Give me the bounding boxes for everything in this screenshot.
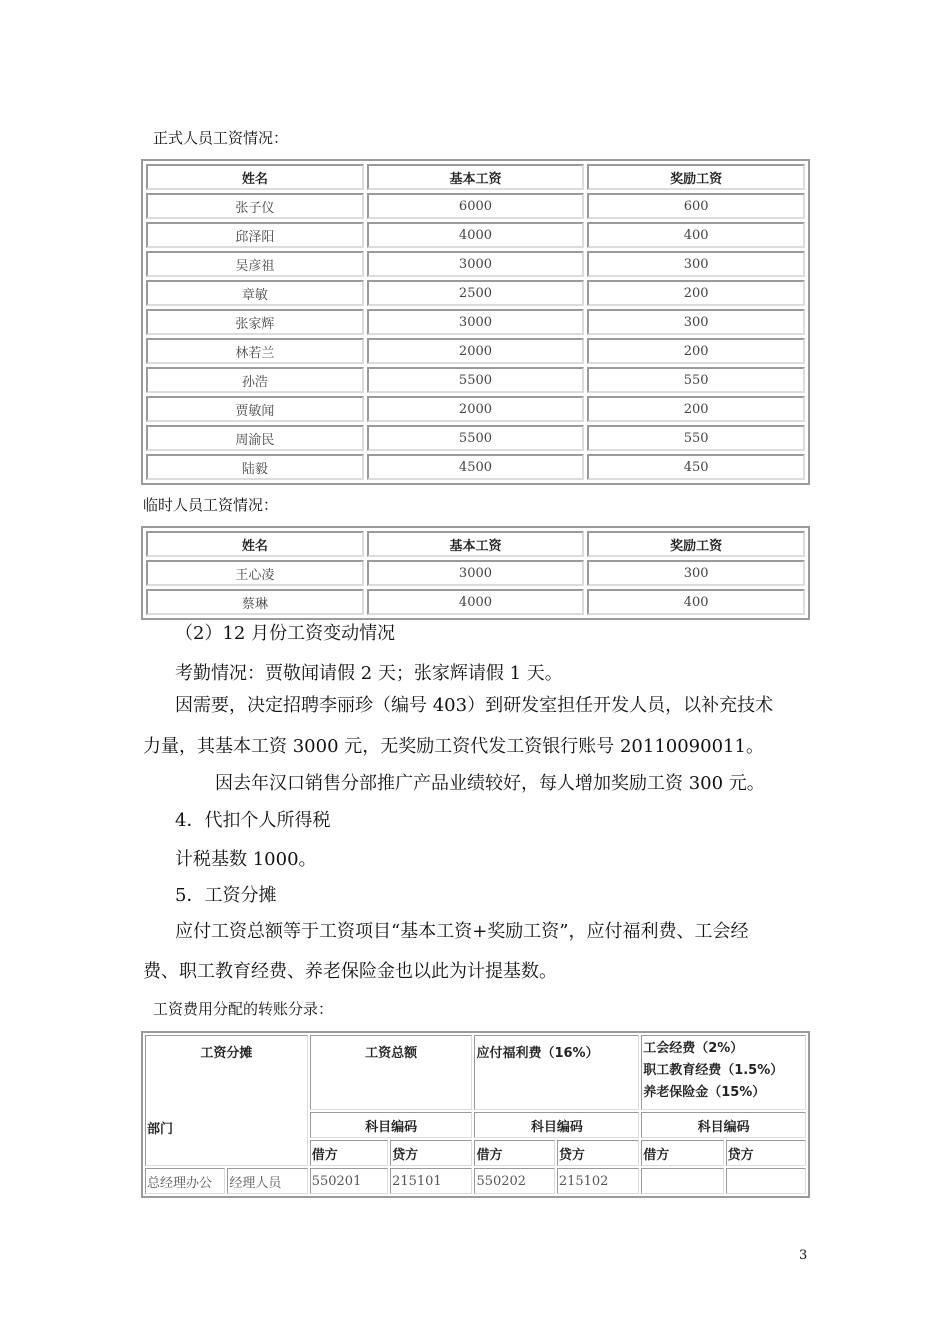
cell-bonus: 300 — [587, 560, 805, 586]
cell-bonus: 400 — [587, 222, 805, 248]
cell-name: 林若兰 — [146, 338, 364, 364]
temp-staff-caption: 临时人员工资情况： — [143, 496, 279, 514]
header-credit-3: 贷方 — [726, 1140, 806, 1166]
cell-name: 周渝民 — [146, 425, 364, 451]
cell-name: 吴彦祖 — [146, 251, 364, 277]
header-account-code-3: 科目编码 — [641, 1112, 806, 1138]
table-row — [146, 454, 805, 480]
allocation-caption: 工资费用分配的转账分录： — [153, 1000, 334, 1018]
cell-name: 蔡琳 — [146, 589, 364, 615]
cell-name: 张子仪 — [146, 193, 364, 219]
header-debit-3: 借方 — [641, 1140, 723, 1166]
allocation-paragraph-line2: 费、职工教育经费、养老保险金也以此为计提基数。 — [143, 961, 557, 982]
cell-bonus: 550 — [587, 367, 805, 393]
table-row — [146, 560, 805, 586]
table-row — [146, 251, 805, 277]
header-allocation: 工资分摊 — [200, 1046, 253, 1061]
cell-name: 章敏 — [146, 280, 364, 306]
cell-debit-3 — [641, 1168, 723, 1194]
cell-name: 陆毅 — [146, 454, 364, 480]
bonus-paragraph: 因去年汉口销售分部推广产品业绩较好，每人增加奖励工资 300 元。 — [215, 773, 765, 794]
hiring-paragraph-line2: 力量，其基本工资 3000 元，无奖励工资代发工资银行账号 20110090011。 — [143, 736, 764, 757]
header-union: 工会经费（2%） — [643, 1041, 744, 1056]
cell-base: 3000 — [367, 309, 585, 335]
hiring-paragraph-line1: 因需要，决定招聘李丽珍（编号 403）到研发室担任开发人员，以补充技术 — [175, 695, 774, 716]
table-row — [146, 309, 805, 335]
attendance-paragraph: 考勤情况：贾敬闻请假 2 天；张家辉请假 1 天。 — [175, 663, 563, 684]
header-name: 姓名 — [146, 531, 364, 557]
header-debit-1: 借方 — [310, 1140, 388, 1166]
cell-base: 5500 — [367, 367, 585, 393]
cell-base: 2000 — [367, 338, 585, 364]
table-row — [146, 338, 805, 364]
cell-base: 4000 — [367, 589, 585, 615]
temp-staff-table — [141, 526, 810, 620]
cell-bonus: 300 — [587, 251, 805, 277]
cell-base: 5500 — [367, 425, 585, 451]
table-row — [146, 425, 805, 451]
header-credit-1: 贷方 — [390, 1140, 472, 1166]
header-welfare: 应付福利费（16%） — [474, 1035, 639, 1110]
header-allocation-department — [145, 1035, 308, 1166]
cell-debit-1: 550201 — [310, 1168, 388, 1194]
header-base-salary: 基本工资 — [367, 164, 585, 190]
header-name: 姓名 — [146, 164, 364, 190]
table-row — [146, 193, 805, 219]
cell-credit-1: 215101 — [390, 1168, 472, 1194]
header-bonus: 奖励工资 — [587, 531, 805, 557]
cell-base: 3000 — [367, 251, 585, 277]
table-row — [146, 222, 805, 248]
header-union-edu-pension — [641, 1035, 806, 1110]
cell-name: 邱泽阳 — [146, 222, 364, 248]
regular-staff-caption: 正式人员工资情况： — [153, 129, 289, 147]
cell-base: 4500 — [367, 454, 585, 480]
cell-bonus: 550 — [587, 425, 805, 451]
header-department: 部门 — [147, 1122, 174, 1137]
page-number: 3 — [799, 1248, 808, 1263]
allocation-table — [141, 1031, 810, 1198]
table-row — [146, 589, 805, 615]
header-pension: 养老保险金（15%） — [643, 1085, 766, 1100]
table-row — [146, 367, 805, 393]
cell-role: 经理人员 — [227, 1168, 307, 1194]
cell-bonus: 600 — [587, 193, 805, 219]
cell-bonus: 200 — [587, 280, 805, 306]
cell-department: 总经理办公 — [145, 1168, 225, 1194]
cell-name: 张家辉 — [146, 309, 364, 335]
cell-base: 2500 — [367, 280, 585, 306]
cell-bonus: 300 — [587, 309, 805, 335]
cell-credit-2: 215102 — [557, 1168, 639, 1194]
cell-credit-3 — [726, 1168, 806, 1194]
header-salary-total: 工资总额 — [310, 1035, 473, 1110]
cell-bonus: 400 — [587, 589, 805, 615]
header-debit-2: 借方 — [474, 1140, 554, 1166]
cell-base: 3000 — [367, 560, 585, 586]
section-salary-allocation: 5．工资分摊 — [175, 885, 277, 906]
cell-name: 孙浩 — [146, 367, 364, 393]
cell-bonus: 450 — [587, 454, 805, 480]
cell-name: 王心凌 — [146, 560, 364, 586]
table-row — [145, 1168, 806, 1194]
table-row — [146, 280, 805, 306]
header-education: 职工教育经费（1.5%） — [643, 1063, 784, 1078]
header-bonus: 奖励工资 — [587, 164, 805, 190]
header-base-salary: 基本工资 — [367, 531, 585, 557]
allocation-paragraph-line1: 应付工资总额等于工资项目“基本工资+奖励工资”，应付福利费、工会经 — [175, 921, 749, 942]
cell-debit-2: 550202 — [474, 1168, 554, 1194]
cell-bonus: 200 — [587, 396, 805, 422]
cell-name: 贾敏闻 — [146, 396, 364, 422]
cell-base: 6000 — [367, 193, 585, 219]
regular-staff-table — [141, 159, 810, 485]
section-income-tax: 4．代扣个人所得税 — [175, 810, 331, 831]
header-account-code-1: 科目编码 — [310, 1112, 473, 1138]
section-salary-changes: （2）12 月份工资变动情况 — [175, 623, 396, 644]
cell-bonus: 200 — [587, 338, 805, 364]
header-credit-2: 贷方 — [557, 1140, 639, 1166]
tax-base-paragraph: 计税基数 1000。 — [175, 849, 317, 870]
cell-base: 2000 — [367, 396, 585, 422]
header-account-code-2: 科目编码 — [474, 1112, 639, 1138]
cell-base: 4000 — [367, 222, 585, 248]
table-row — [146, 396, 805, 422]
